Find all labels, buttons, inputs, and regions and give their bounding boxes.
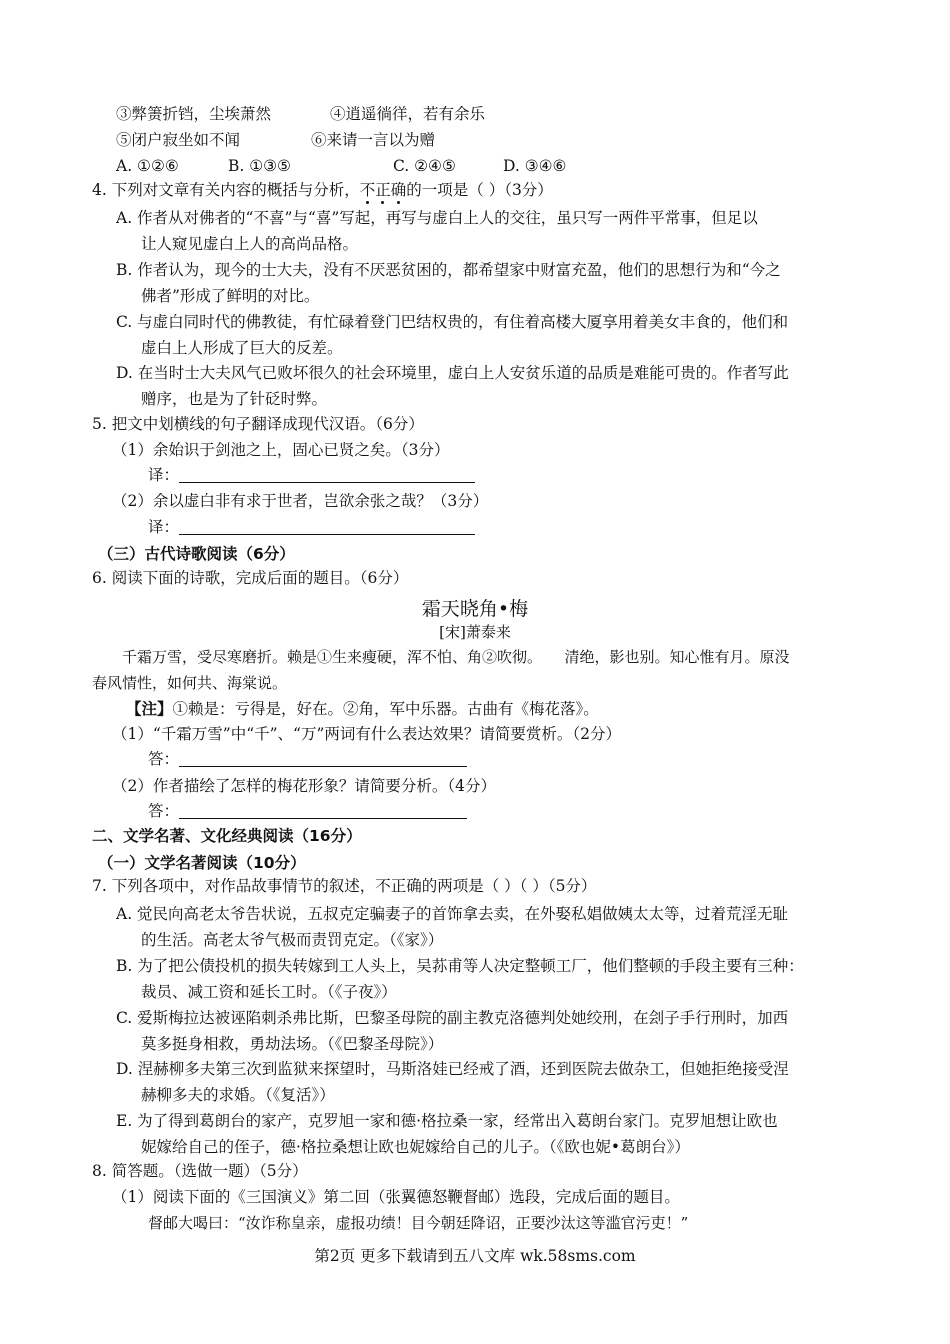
page-footer: 第2页 更多下载请到五八文库 wk.58sms.com [314,1247,636,1265]
q4-option-c-line2: 虚白上人形成了巨大的反差。 [141,339,343,357]
answer-label: 答： [148,802,180,820]
q4-option-a-line1: A. 作者从对佛者的“不喜”与“喜”写起，再写与虚白上人的交往，虽只写一两件平常事，但足以 [116,209,758,227]
q3-choice-c: C. ②④⑤ [393,157,456,175]
q6-sub1: （1）“千霜万雪”中“千”、“万”两词有什么表达效果？请简要赏析。（2分） [112,725,622,743]
q4-stem [92,179,553,201]
poem-line2: 春风情性，如何共、海棠说。 [92,674,288,692]
q3-option-6: ⑥来请一言以为赠 [311,131,436,149]
section-heading-poetry: （三）古代诗歌阅读（6分） [98,545,295,563]
q3-option-4: ④逍遥徜徉，若有余乐 [330,105,486,123]
note-text: ①赖是：亏得是，好在。②角，军中乐器。古曲有《梅花落》。 [172,700,599,718]
poem-title: 霜天晓角•梅 [421,598,529,620]
q4-option-b-line2: 佛者”形成了鲜明的对比。 [141,287,320,305]
q4-stem-pre: 4. 下列对文章有关内容的概括与分析， [92,181,360,199]
q4-option-d-line1: D. 在当时士大夫风气已败坏很久的社会环境里，虚白上人安贫乐道的品质是难能可贵的。作者写此 [116,364,789,382]
answer-label: 译： [148,518,180,536]
part-heading-classics: 二、文学名著、文化经典阅读（16分） [92,827,362,845]
q5-sub1: （1）余始识于剑池之上，固心已贤之矣。（3分） [112,441,450,459]
q3-option-5: ⑤闭户寂坐如不闻 [116,131,241,149]
answer-label: 译： [148,466,180,484]
q3-choice-a: A. ①②⑥ [116,157,179,175]
poem-line1: 千霜万雪，受尽寒磨折。赖是①生来瘦硬，浑不怕、角②吹彻。 清绝，影也别。知心惟有月。原没 [122,648,790,666]
q4-option-b-line1: B. 作者认为，现今的士大夫，没有不厌恶贫困的，都希望家中财富充盈，他们的思想行为和“今之 [116,261,781,279]
section-heading-novels: （一）文学名著阅读（10分） [98,854,306,872]
poem-author: [宋]萧泰来 [439,623,511,641]
q6-answer1 [148,748,467,770]
q4-option-d-line2: 赠序，也是为了针砭时弊。 [141,390,328,408]
q7-option-d-line2: 赫柳多夫的求婚。（《复活》） [141,1086,335,1104]
q7-option-b-line1: B. 为了把公债投机的损失转嫁到工人头上，吴荪甫等人决定整顿工厂，他们整顿的手段主要有三种： [116,957,804,975]
q4-option-a-line2: 让人窥见虚白上人的高尚品格。 [141,235,359,253]
q8-stem: 8. 简答题。（选做一题）（5分） [92,1162,308,1180]
emphasis-char: 正 [375,181,391,199]
q7-option-c-line2: 莫多挺身相救，勇劫法场。（《巴黎圣母院》） [141,1035,444,1053]
q3-choice-d: D. ③④⑥ [503,157,567,175]
emphasis-char: 不 [359,181,376,199]
q7-option-a-line1: A. 觉民向高老太爷告状说，五叔克定骗妻子的首饰拿去卖，在外娶私娼做姨太太等，过着荒淫无耻 [116,905,789,923]
q4-stem-post: 的一项是（ ）（3分） [406,181,553,199]
q7-stem: 7. 下列各项中，对作品故事情节的叙述，不正确的两项是（ ）（ ）（5分） [92,877,597,895]
q7-option-d-line1: D. 涅赫柳多夫第三次到监狱来探望时，马斯洛娃已经戒了酒，还到医院去做杂工，但她拒绝接受涅 [116,1060,789,1078]
q7-option-c-line1: C. 爱斯梅拉达被诬陷刺杀弗比斯，巴黎圣母院的副主教克洛德判处她绞刑，在刽子手行刑时，加西 [116,1009,789,1027]
answer-blank[interactable] [179,750,467,767]
q6-sub2: （2）作者描绘了怎样的梅花形象？请简要分析。（4分） [112,777,496,795]
q5-sub2: （2）余以虚白非有求于世者，岂欲余张之哉？（3分） [112,492,489,510]
q7-option-e-line1: E. 为了得到葛朗台的家产，克罗旭一家和德·格拉桑一家，经常出入葛朗台家门。克罗旭想让欧也 [116,1112,778,1130]
answer-label: 答： [148,750,180,768]
answer-blank[interactable] [179,518,475,535]
q7-option-e-line2: 妮嫁给自己的侄子，德·格拉桑想让欧也妮嫁给自己的儿子。（《欧也妮•葛朗台》） [141,1138,690,1156]
note-label: 【注】 [126,700,173,718]
q8-sub1: （1）阅读下面的《三国演义》第二回（张翼德怒鞭督邮）选段，完成后面的题目。 [112,1188,680,1206]
q6-stem: 6. 阅读下面的诗歌，完成后面的题目。（6分） [92,569,409,587]
answer-blank[interactable] [179,466,475,483]
q3-choice-b: B. ①③⑤ [228,157,291,175]
emphasis-char: 确 [390,181,407,199]
q7-option-a-line2: 的生活。高老太爷气极而责罚克定。（《家》） [141,931,444,949]
q3-option-3: ③弊箦折铛，尘埃萧然 [116,105,272,123]
q5-answer1 [148,464,475,486]
q5-stem: 5. 把文中划横线的句子翻译成现代汉语。（6分） [92,415,424,433]
q4-option-c-line1: C. 与虚白同时代的佛教徒，有忙碌着登门巴结权贵的，有住着高楼大厦享用着美女丰食的，他们和 [116,313,789,331]
poem-note [126,698,599,720]
q6-answer2 [148,800,467,822]
q8-quote: 督邮大喝曰：“汝诈称皇亲，虚报功绩！目今朝廷降诏，正要沙汰这等滥官污吏！” [148,1214,689,1232]
answer-blank[interactable] [179,802,467,819]
q5-answer2 [148,516,475,538]
q7-option-b-line2: 裁员、减工资和延长工时。（《子夜》） [141,983,397,1001]
